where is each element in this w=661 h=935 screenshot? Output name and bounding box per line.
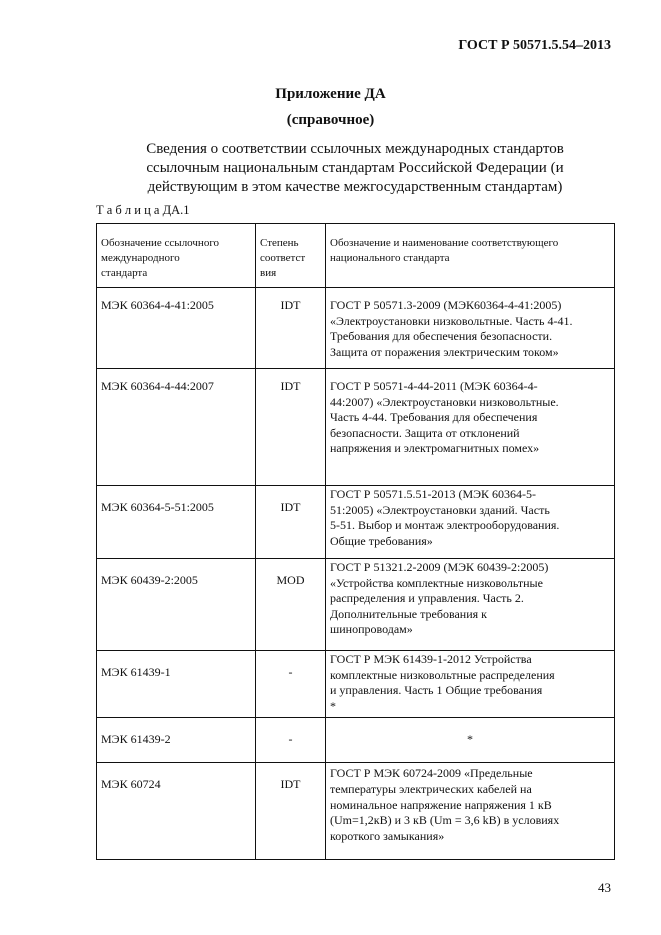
national-standard-cell: ГОСТ Р 50571.3-2009 (МЭК60364-4-41:2005) «Электроустановки низковольтные. Часть 4-41. Требования для обеспечения безопасности. Защита от поражения электрическим током» [326, 288, 615, 369]
conformity-cell: IDT [256, 486, 326, 559]
table-caption: Т а б л и ц а ДА.1 [96, 203, 190, 217]
header-conformity: Степень соответст вия [256, 224, 326, 288]
table-row [97, 486, 615, 559]
conformity-cell: IDT [256, 369, 326, 486]
appendix-intro: Сведения о соответствии ссылочных международных стандартов ссылочным национальным стандартам Российской Федерации (и действующим в этом качестве межгосударственным стандартам) [146, 141, 564, 195]
national-standard-cell [326, 651, 615, 718]
national-standard-cell: ГОСТ Р 51321.2-2009 (МЭК 60439-2:2005) «Устройства комплектные низковольтные распределения и управления. Часть 2. Дополнительные требования к шинопроводам» [326, 559, 615, 651]
header-intl-standard: Обозначение ссылочного международного стандарта [97, 224, 256, 288]
page-number: 43 [598, 880, 611, 895]
table-header-row [97, 224, 615, 288]
standards-table [96, 223, 615, 860]
document-number: ГОСТ Р 50571.5.54–2013 [458, 38, 611, 53]
national-standard-cell: ГОСТ Р 50571-4-44-2011 (МЭК 60364-4- 44:2007) «Электроустановки низковольтные. Часть 4-44. Требования для обеспечения безопасности. Защита от отклонений напряжения и электромагнитных помех» [326, 369, 615, 486]
table-row [97, 718, 615, 763]
appendix-title: Приложение ДА [275, 86, 386, 102]
national-standard-text: ГОСТ Р МЭК 61439-1-2012 Устройства комплектные низковольтные распределения и управления. Часть 1 Общие требования * [330, 652, 555, 713]
conformity-cell: - [256, 651, 326, 718]
intl-standard-cell: МЭК 61439-1 [97, 651, 256, 718]
appendix-subtitle: (справочное) [286, 112, 375, 128]
intl-standard-cell: МЭК 60364-5-51:2005 [97, 486, 256, 559]
table-row [97, 369, 615, 486]
conformity-cell: IDT [256, 288, 326, 369]
table-row [97, 288, 615, 369]
intl-standard-cell: МЭК 60364-4-41:2005 [97, 288, 256, 369]
intl-standard-cell: МЭК 60439-2:2005 [97, 559, 256, 651]
header-national-standard: Обозначение и наименование соответствующего национального стандарта [326, 224, 615, 288]
table-row [97, 651, 615, 718]
intl-standard-cell: МЭК 60724 [97, 763, 256, 860]
national-standard-cell: ГОСТ Р 50571.5.51-2013 (МЭК 60364-5- 51:2005) «Электроустановки зданий. Часть 5-51. Выбор и монтаж электрооборудования. Общие требования» [326, 486, 615, 559]
national-standard-cell: ГОСТ Р МЭК 60724-2009 «Предельные температуры электрических кабелей на номинальное напряжение напряжения 1 кВ (Um=1,2кВ) и 3 кВ (Um = 3,6 kB) в условиях короткого замыкания» [326, 763, 615, 860]
intl-standard-cell: МЭК 60364-4-44:2007 [97, 369, 256, 486]
conformity-cell: - [256, 718, 326, 763]
table-row [97, 559, 615, 651]
national-standard-cell: * [326, 718, 615, 763]
intl-standard-cell: МЭК 61439-2 [97, 718, 256, 763]
conformity-cell: MOD [256, 559, 326, 651]
conformity-cell: IDT [256, 763, 326, 860]
table-row [97, 763, 615, 860]
